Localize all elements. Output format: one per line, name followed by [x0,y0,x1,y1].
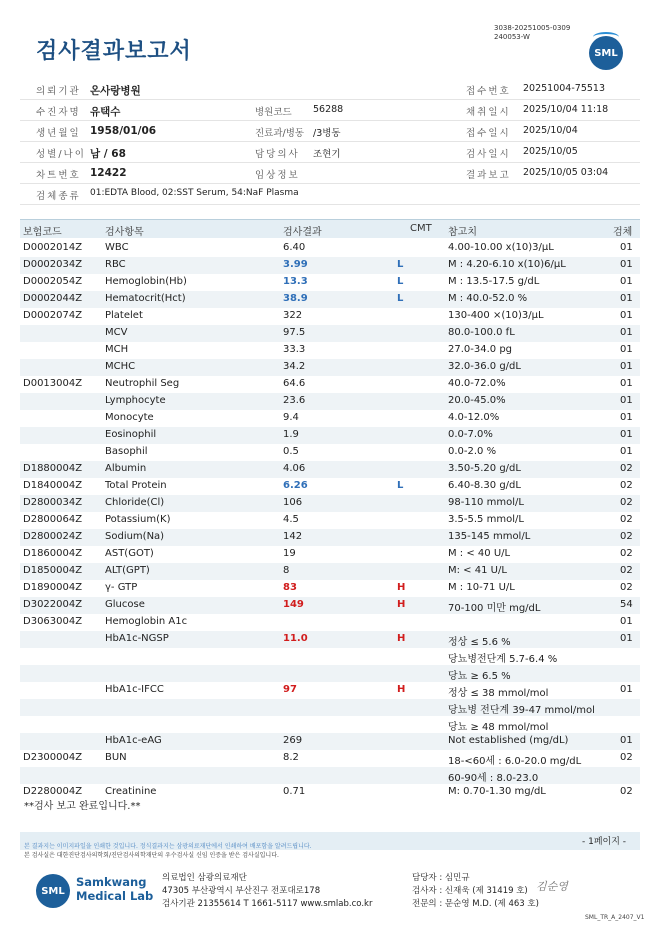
test-name: Lymphocyte [105,395,166,406]
table-row [20,240,640,257]
reference-range: 4.00-10.00 x(10)3/μL [448,242,554,253]
receipt-date-value: 2025/10/04 [523,125,578,136]
test-name: γ- GTP [105,582,138,593]
specimen-code: 01 [620,242,633,253]
institution-label: 의뢰기관 [36,86,81,97]
table-row [20,461,640,478]
reference-range: 98-110 mmol/L [448,497,524,508]
sml-logo-icon: SML [589,36,623,70]
hospital-code-value: 56288 [313,104,344,115]
reference-range: 0.0-7.0% [448,429,493,440]
header-row [20,142,640,163]
result-flag: L [397,293,404,304]
result-flag: H [397,684,406,695]
test-result: 13.3 [283,276,308,287]
reference-range: 0.0-2.0 % [448,446,497,457]
dept-value: /3병동 [313,128,341,139]
reference-range: 18-<60세 : 6.0-20.0 mg/dL [448,756,582,767]
table-row [20,342,640,359]
test-result: 19 [283,548,296,559]
reference-range: M: 0.70-1.30 mg/dL [448,786,546,797]
footer-note-certification: 본 검사실은 대한진단검사의학회/진단검사의학재단의 우수검사실 신임 인증을 받은 검사실입니다. [24,852,279,859]
test-name: Basophil [105,446,148,457]
test-name: Hemoglobin A1c [105,616,188,627]
test-result: 97.5 [283,327,306,338]
sex-age-value: 남 / 68 [90,148,126,160]
test-name: Albumin [105,463,147,474]
reference-range: Not established (mg/dL) [448,735,569,746]
test-name: Neutrophil Seg [105,378,180,389]
reference-range: M : 4.20-6.10 x(10)6/μL [448,259,566,270]
dob-label: 생년월일 [36,128,81,139]
test-result: 0.71 [283,786,306,797]
test-name: Hemoglobin(Hb) [105,276,187,287]
test-name: Glucose [105,599,145,610]
company-name: Samkwang Medical Lab [76,875,154,903]
test-result: 97 [283,684,297,695]
header-row [20,79,640,100]
specimen-code: 01 [620,412,633,423]
col-spec: 검체 [613,227,633,238]
table-row [20,529,640,546]
result-flag: L [397,259,404,270]
specimen-code: 02 [620,582,633,593]
test-name: Sodium(Na) [105,531,165,542]
collect-time-value: 2025/10/04 11:18 [523,104,609,115]
reference-range: M : < 40 U/L [448,548,511,559]
report-value: 2025/10/05 03:04 [523,167,609,178]
test-name: MCH [105,344,129,355]
table-row [20,614,640,631]
specimen-code: 02 [620,463,633,474]
test-result: 9.4 [283,412,299,423]
result-flag: H [397,599,406,610]
patient-label: 수진자명 [36,107,81,118]
table-row [20,257,640,274]
insurance-code: D0002054Z [23,276,83,287]
test-name: Platelet [105,310,143,321]
reference-range: 당뇨 ≥ 48 mmol/mol [448,722,549,733]
test-result: 269 [283,735,303,746]
table-row [20,291,640,308]
test-result: 6.26 [283,480,308,491]
table-row [20,478,640,495]
table-row [20,648,640,665]
doctor-label: 담당의사 [255,149,300,160]
insurance-code: D1850004Z [23,565,83,576]
insurance-code: D3063004Z [23,616,83,627]
specimen-code: 02 [620,514,633,525]
reference-range: 당뇨병전단계 5.7-6.4 % [448,654,558,665]
document-id: 3038-20251005-0309 240053-W [494,24,571,41]
insurance-code: D0002034Z [23,259,83,270]
chart-label: 차트번호 [36,170,81,181]
test-name: AST(GOT) [105,548,154,559]
insurance-code: D2300004Z [23,752,83,763]
results-table-header [20,219,640,238]
table-row [20,376,640,393]
specimen-code: 01 [620,633,633,644]
reference-range: M : 13.5-17.5 g/dL [448,276,540,287]
specimen-code: 01 [620,616,633,627]
specimen-code: 01 [620,429,633,440]
specimen-code: 01 [620,735,633,746]
table-row [20,274,640,291]
test-result: 4.5 [283,514,299,525]
reference-range: 6.40-8.30 g/dL [448,480,521,491]
test-result: 0.5 [283,446,299,457]
insurance-code: D0002074Z [23,310,83,321]
sex-age-label: 성별/나이 [36,149,86,160]
test-result: 34.2 [283,361,306,372]
table-row [20,427,640,444]
collect-time-label: 채취일시 [466,107,511,118]
test-result: 142 [283,531,303,542]
test-name: HbA1c-IFCC [105,684,164,695]
hospital-code-label: 병원코드 [255,107,292,118]
table-row [20,495,640,512]
reference-range: 20.0-45.0% [448,395,506,406]
table-row [20,546,640,563]
test-result: 23.6 [283,395,306,406]
col-result: 검사결과 [283,227,322,238]
test-name: HbA1c-eAG [105,735,162,746]
result-flag: L [397,480,404,491]
test-result: 11.0 [283,633,308,644]
insurance-code: D2800034Z [23,497,83,508]
reference-range: M : 40.0-52.0 % [448,293,528,304]
specimen-code: 01 [620,684,633,695]
sml-footer-logo-icon: SML [36,874,70,908]
dob-value: 1958/01/06 [90,125,157,137]
test-date-value: 2025/10/05 [523,146,578,157]
test-result: 4.06 [283,463,306,474]
reference-range: M : 10-71 U/L [448,582,515,593]
doctor-value: 조현기 [313,149,341,160]
test-result: 83 [283,582,297,593]
receipt-no-value: 20251004-75513 [523,83,606,94]
reference-range: 70-100 미만 mg/dL [448,603,541,614]
specimen-code: 01 [620,378,633,389]
result-flag: H [397,633,406,644]
test-result: 8.2 [283,752,299,763]
reference-range: 3.50-5.20 g/dL [448,463,521,474]
insurance-code: D2800024Z [23,531,83,542]
insurance-code: D2800064Z [23,514,83,525]
receipt-date-label: 접수일시 [466,128,511,139]
table-row [20,563,640,580]
test-name: Hematocrit(Hct) [105,293,186,304]
col-code: 보험코드 [23,227,62,238]
reference-range: 정상 ≤ 38 mmol/mol [448,688,549,699]
reference-range: 60-90세 : 8.0-23.0 [448,773,539,784]
col-cmt: CMT [410,223,432,234]
header-row [20,184,640,205]
reference-range: 80.0-100.0 fL [448,327,515,338]
test-name: Total Protein [105,480,167,491]
insurance-code: D0013004Z [23,378,83,389]
reference-range: 32.0-36.0 g/dL [448,361,521,372]
signature-image: 김순영 [536,880,568,893]
specimen-code: 54 [620,599,633,610]
reference-range: 정상 ≤ 5.6 % [448,637,511,648]
table-row [20,631,640,648]
table-row [20,716,640,733]
specimen-code: 01 [620,344,633,355]
test-date-label: 검사일시 [466,149,511,160]
reference-range: 당뇨 ≥ 6.5 % [448,671,511,682]
dept-label: 진료과/병동 [255,128,305,139]
table-row [20,682,640,699]
specimen-code: 02 [620,752,633,763]
table-row [20,359,640,376]
test-name: ALT(GPT) [105,565,150,576]
test-result: 322 [283,310,303,321]
page-title: 검사결과보고서 [36,39,192,64]
insurance-code: D0002044Z [23,293,83,304]
insurance-code: D1840004Z [23,480,83,491]
result-flag: H [397,582,406,593]
company-address: 의료법인 삼광의료재단 47305 부산광역시 부산진구 전포대로178 검사기관 21355614 T 1661-5117 www.smlab.co.kr [162,873,373,909]
test-name: Chloride(Cl) [105,497,165,508]
table-row [20,750,640,767]
clinical-label: 임상정보 [255,170,300,181]
specimen-code: 01 [620,276,633,287]
reference-range: 4.0-12.0% [448,412,500,423]
insurance-code: D1880004Z [23,463,83,474]
specimen-code: 01 [620,327,633,338]
insurance-code: D3022004Z [23,599,83,610]
test-name: MCV [105,327,128,338]
table-row [20,393,640,410]
table-row [20,699,640,716]
insurance-code: D1860004Z [23,548,83,559]
signatories: 담당자 : 심민규 검사자 : 신재욱 (제 31419 호) 전문의 : 문순영 M.D. (제 463 호) [412,873,539,909]
test-result: 8 [283,565,290,576]
reference-range: 130-400 ×(10)3/μL [448,310,544,321]
table-row [20,512,640,529]
test-result: 106 [283,497,303,508]
reference-range: 27.0-34.0 pg [448,344,513,355]
reference-range: M: < 41 U/L [448,565,507,576]
specimen-code: 02 [620,497,633,508]
header-row [20,100,640,121]
reference-range: 3.5-5.5 mmol/L [448,514,524,525]
test-result: 38.9 [283,293,308,304]
col-ref: 참고치 [448,227,477,238]
specimen-label: 검체종류 [36,191,81,202]
test-name: WBC [105,242,129,253]
specimen-code: 01 [620,259,633,270]
chart-value: 12422 [90,167,127,179]
reference-range: 당뇨병 전단계 39-47 mmol/mol [448,705,595,716]
reference-range: 40.0-72.0% [448,378,506,389]
test-name: Monocyte [105,412,154,423]
test-name: RBC [105,259,126,270]
specimen-code: 02 [620,480,633,491]
col-name: 검사항목 [105,227,144,238]
institution-value: 온사랑병원 [90,85,141,97]
table-row [20,597,640,614]
test-result: 33.3 [283,344,306,355]
insurance-code: D1890004Z [23,582,83,593]
form-code: SML_TR_A_2407_V1 [585,914,645,921]
test-result: 1.9 [283,429,299,440]
reference-range: 135-145 mmol/L [448,531,531,542]
test-name: Creatinine [105,786,157,797]
insurance-code: D0002014Z [23,242,83,253]
test-result: 3.99 [283,259,308,270]
test-result: 149 [283,599,304,610]
specimen-code: 01 [620,361,633,372]
test-result: 6.40 [283,242,306,253]
test-name: MCHC [105,361,136,372]
header-row [20,163,640,184]
receipt-no-label: 접수번호 [466,86,511,97]
specimen-code: 01 [620,293,633,304]
table-row [20,665,640,682]
patient-value: 유택수 [90,106,121,118]
table-row [20,325,640,342]
specimen-code: 02 [620,786,633,797]
test-name: Eosinophil [105,429,157,440]
test-name: BUN [105,752,127,763]
specimen-code: 01 [620,395,633,406]
table-row [20,767,640,784]
table-row [20,308,640,325]
specimen-code: 02 [620,565,633,576]
specimen-value: 01:EDTA Blood, 02:SST Serum, 54:NaF Plasma [90,188,299,198]
completion-note: **검사 보고 완료입니다.** [24,801,141,812]
specimen-code: 01 [620,310,633,321]
page-number: - 1페이지 - [582,837,627,847]
insurance-code: D2280004Z [23,786,83,797]
table-row [20,733,640,750]
result-flag: L [397,276,404,287]
specimen-code: 02 [620,548,633,559]
specimen-code: 02 [620,531,633,542]
footer-note-print: 본 결과지는 이미지파일을 인쇄한 것입니다. 정식결과지는 삼광의료재단에서 인쇄하여 배포함을 알려드립니다. [24,843,312,850]
report-label: 결과보고 [466,170,511,181]
specimen-code: 01 [620,446,633,457]
header-row [20,121,640,142]
test-result: 64.6 [283,378,306,389]
table-row [20,580,640,597]
table-row [20,444,640,461]
test-name: Potassium(K) [105,514,171,525]
test-name: HbA1c-NGSP [105,633,169,644]
table-row [20,410,640,427]
